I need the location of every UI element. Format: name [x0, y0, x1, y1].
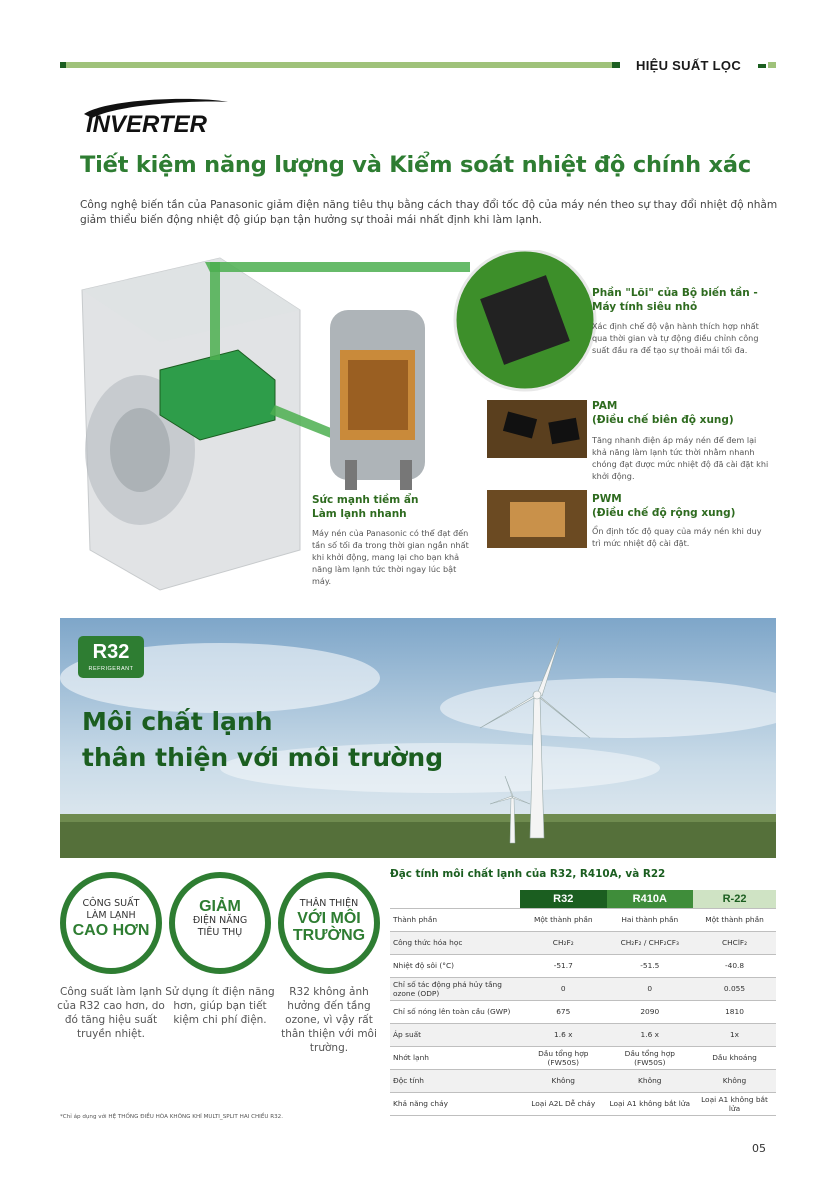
benefit-circle-power: GIẢM ĐIỆN NĂNG TIÊU THỤ — [169, 872, 271, 974]
callout-pwm-title: PWM (Điều chế độ rộng xung) — [592, 493, 736, 519]
table-cell: Dầu tổng hợp (FW50S) — [607, 1046, 694, 1069]
table-cell: Loại A1 không bắt lửa — [693, 1092, 776, 1115]
table-cell: CH₂F₂ — [520, 931, 607, 954]
table-cell: 675 — [520, 1000, 607, 1023]
table-row — [390, 977, 776, 1000]
table-header-blank — [390, 890, 520, 908]
table-header-r22: R-22 — [693, 890, 776, 908]
table-cell: Không — [693, 1069, 776, 1092]
table-cell: Dầu tổng hợp (FW50S) — [520, 1046, 607, 1069]
refrigerant-table — [390, 890, 776, 1116]
inverter-logo — [78, 94, 250, 138]
connector-beam — [210, 262, 220, 360]
callout-pwm-text: Ổn định tốc độ quay của máy nén khi duy trì mức nhiệt độ cài đặt. — [592, 526, 762, 548]
table-cell: -51.7 — [520, 954, 607, 977]
table-cell: Loại A2L Dễ cháy — [520, 1092, 607, 1115]
table-cell: Dầu khoáng — [693, 1046, 776, 1069]
table-row-label: Chỉ số nóng lên toàn cầu (GWP) — [390, 1000, 520, 1023]
header-rule — [60, 62, 612, 68]
benefit-caption-capacity: Công suất làm lạnh của R32 cao hơn, do đó tăng hiệu suất truyền nhiệt. — [57, 986, 165, 1040]
table-row — [390, 1046, 776, 1069]
page-number: 05 — [752, 1142, 766, 1155]
header-rule-marker — [612, 62, 620, 68]
table-row-label: Khả năng cháy — [390, 1092, 520, 1115]
intro-paragraph: Công nghệ biến tần của Panasonic giảm điện năng tiêu thụ bằng cách thay đổi tốc độ của máy nén theo sự thay đổi nhiệt độ nhằm giảm thiểu biến động nhiệt độ giúp bạn tận hưởng sự thoải mái nhất định khi làm lạnh. — [80, 199, 778, 226]
table-row — [390, 1069, 776, 1092]
callout-power-text: Máy nén của Panasonic có thể đạt đến tần số tối đa trong thời gian ngắn nhất khi khởi động, mang lại cho bạn khả năng làm lạnh tức thời ngay lúc bật máy. — [312, 528, 469, 586]
table-cell: 1.6 x — [607, 1023, 694, 1046]
callout-pam-title: PAM (Điều chế biên độ xung) — [592, 400, 734, 426]
r32-badge-label: R32 — [92, 641, 130, 663]
callout-power-title: Sức mạnh tiềm ẩn Làm lạnh nhanh — [312, 494, 419, 520]
r32-badge-sub: REFRIGERANT — [88, 666, 134, 672]
table-cell: Một thành phần — [520, 908, 607, 931]
table-cell: 0 — [520, 977, 607, 1000]
pwm-chip-image — [487, 490, 587, 548]
table-row-label: Độc tính — [390, 1069, 520, 1092]
table-cell: CHClF₂ — [693, 931, 776, 954]
refrigerant-table-title: Đặc tính môi chất lạnh của R32, R410A, và R22 — [390, 868, 666, 880]
table-row — [390, 1092, 776, 1115]
callout-core-title: Phần "Lõi" của Bộ biến tần - Máy tính siêu nhỏ — [592, 287, 758, 313]
table-cell: 1x — [693, 1023, 776, 1046]
table-cell: -40.8 — [693, 954, 776, 977]
table-cell: 1.6 x — [520, 1023, 607, 1046]
table-cell: CH₂F₂ / CHF₂CF₃ — [607, 931, 694, 954]
table-cell: 1810 — [693, 1000, 776, 1023]
benefit-caption-eco: R32 không ảnh hưởng đến tầng ozone, vì vậy rất thân thiện với môi trường. — [281, 986, 377, 1054]
header-rule-marker — [60, 62, 66, 68]
table-cell: 0 — [607, 977, 694, 1000]
microcomputer-chip-image — [455, 250, 595, 390]
page-title: Tiết kiệm năng lượng và Kiểm soát nhiệt độ chính xác — [80, 152, 751, 178]
table-row — [390, 1023, 776, 1046]
table-row-label: Công thức hóa học — [390, 931, 520, 954]
callout-pam-text: Tăng nhanh điện áp máy nén để đem lại khả năng làm lạnh tức thời nhằm nhanh chóng đạt được mức nhiệt độ đã cài đặt khi khởi động. — [592, 435, 769, 481]
table-row — [390, 954, 776, 977]
pam-chip-image — [487, 400, 587, 458]
table-row-label: Áp suất — [390, 1023, 520, 1046]
r32-section-title: Môi chất lạnh thân thiện với môi trường — [82, 707, 444, 772]
section-title: HIỆU SUẤT LỌC — [636, 58, 742, 73]
header-rule-marker — [758, 64, 766, 68]
table-row — [390, 931, 776, 954]
table-cell: Không — [607, 1069, 694, 1092]
table-cell: Không — [520, 1069, 607, 1092]
footnote: *Chỉ áp dụng với HỆ THỐNG ĐIỀU HÒA KHÔNG KHÍ MULTI_SPLIT HAI CHIỀU R32. — [60, 1114, 284, 1120]
table-cell: Loại A1 không bắt lửa — [607, 1092, 694, 1115]
connector-beam — [205, 262, 470, 272]
table-row — [390, 1000, 776, 1023]
table-cell: Hai thành phần — [607, 908, 694, 931]
benefit-caption-power: Sử dụng ít điện năng hơn, giúp bạn tiết kiệm chi phí điện. — [165, 986, 275, 1026]
table-cell: 2090 — [607, 1000, 694, 1023]
table-cell: Một thành phần — [693, 908, 776, 931]
benefit-circle-capacity: CÔNG SUẤT LÀM LẠNH CAO HƠN — [60, 872, 162, 974]
table-header-r32: R32 — [520, 890, 607, 908]
table-row-label: Nhớt lạnh — [390, 1046, 520, 1069]
header-rule-marker — [768, 62, 776, 68]
table-row-label: Nhiệt độ sôi (°C) — [390, 954, 520, 977]
table-cell: -51.5 — [607, 954, 694, 977]
table-cell: 0.055 — [693, 977, 776, 1000]
table-header-r410a: R410A — [607, 890, 694, 908]
r32-badge — [78, 636, 144, 678]
benefit-circle-eco: THÂN THIỆN VỚI MÔI TRƯỜNG — [278, 872, 380, 974]
table-row-label: Chỉ số tác động phá hủy tầng ozone (ODP) — [390, 977, 520, 1000]
logo-wordmark: INVERTER — [86, 111, 207, 138]
callout-core-text: Xác định chế độ vận hành thích hợp nhất qua thời gian và tự động điều chỉnh công suất đầu ra để tạo sự thoải mái tối đa. — [592, 321, 759, 355]
table-row — [390, 908, 776, 931]
table-row-label: Thành phần — [390, 908, 520, 931]
compressor-image — [330, 310, 425, 490]
